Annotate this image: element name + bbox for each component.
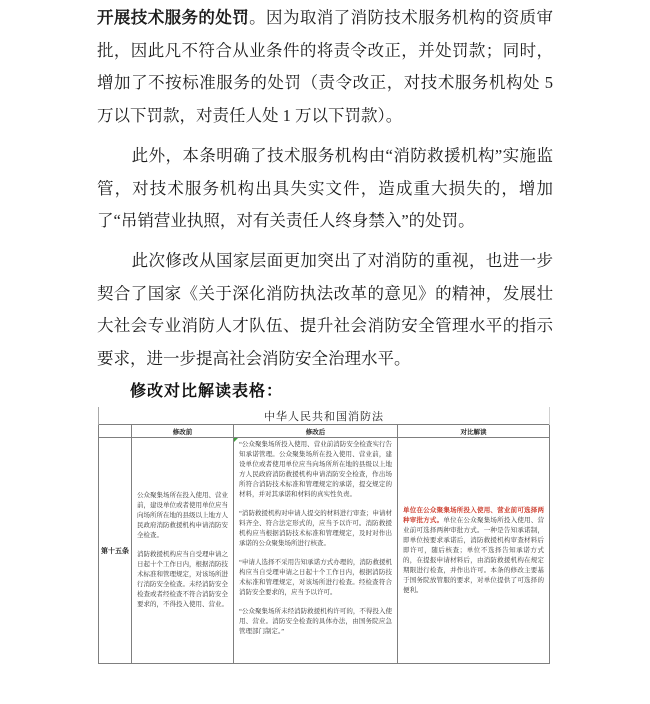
article-number-cell: 第十五条 xyxy=(99,438,132,664)
before-revision-cell xyxy=(132,438,234,664)
header-cell-after: 修改后 xyxy=(234,425,398,438)
table-heading: 修改对比解读表格： xyxy=(130,383,284,400)
after-paragraph-2: “消防救援机构对申请人提交的材料进行审查；申请材料齐全、符合法定形式的，应当予以许可。消防救援机构应当根据消防技术标准和管理规定，及时对作出承诺的公众聚集场所进行核查。 xyxy=(239,510,392,547)
header-cell-interpretation: 对比解读 xyxy=(398,425,550,438)
after-paragraph-1: “公众聚集场所投入使用、营业前消防安全检查实行告知承诺管理。公众聚集场所在投入使用、营业前，建设单位或者使用单位应当向场所所在地的县级以上地方人民政府消防救援机构申请消防安全检查，作出场所符合消防技术标准和管理规定的承诺，提交规定的材料，并对其承诺和材料的真实性负责。 xyxy=(239,441,392,498)
comparison-table xyxy=(98,407,550,664)
after-paragraph-3: “申请人选择不采用告知承诺方式办理的，消防救援机构应当自受理申请之日起十个工作日内，根据消防技术标准和管理规定，对该场所进行检查。经检查符合消防安全要求的，应当予以许可。 xyxy=(239,559,392,596)
interpretation-cell xyxy=(398,438,550,664)
interpretation-paragraph xyxy=(403,506,544,596)
header-cell-before: 修改前 xyxy=(132,425,234,438)
table-title: 中华人民共和国消防法 xyxy=(99,407,550,425)
after-revision-cell xyxy=(234,438,398,664)
before-paragraph-2: 消防救援机构应当自受理申请之日起十个工作日内，根据消防技术标准和管理规定，对该场所进行消防安全检查。未经消防安全检查或者经检查不符合消防安全要求的，不得投入使用、营业。 xyxy=(137,551,228,608)
after-paragraph-4: “公众聚集场所未经消防救援机构许可的，不得投入使用、营业。消防安全检查的具体办法，由国务院应急管理部门制定。” xyxy=(239,608,392,635)
cell-corner-marker-icon xyxy=(234,438,238,442)
table-header-row xyxy=(99,425,550,438)
before-paragraph-1: 公众聚集场所在投入使用、营业前，建设单位或者使用单位应当向场所所在地的县级以上地方人民政府消防救援机构申请消防安全检查。 xyxy=(137,492,228,539)
document-page xyxy=(97,0,553,704)
paragraph-1-text: 。因为取消了消防技术服务机构的资质审批，因此凡不符合从业条件的将责令改正，并处罚款；同时，增加了不按标准服务的处罚（责令改正，对技术服务机构处 5 万以下罚款，对责任人处 1 万以下罚款）。 xyxy=(97,8,554,125)
interpretation-text: 单位在公众聚集场所投入使用、营业前可选择两种审批方式。一种是告知承诺制，即单位按要求承诺后，消防救援机构审查材料后即许可，随后核查；单位不选择告知承诺方式的，在提报申请材料后，由消防救援机构在规定期限进行检查，并作出许可。本条的修改主要基于国务院放管服的要求，对单位提供了可选择的便利。 xyxy=(403,516,545,594)
table-title-row xyxy=(99,407,550,425)
paragraph-1 xyxy=(97,2,553,132)
header-cell-empty xyxy=(99,425,132,438)
interpretation-highlight: 单位在公众聚集场所投入使用、营业前可选择两种审批方式。 xyxy=(403,506,544,524)
paragraph-2: 此外，本条明确了技术服务机构由“消防救援机构”实施监管，对技术服务机构出具失实文件，造成重大损失的，增加了“吊销营业执照，对有关责任人终身禁入”的处罚。 xyxy=(97,146,553,230)
paragraph-3: 此次修改从国家层面更加突出了对消防的重视，也进一步契合了国家《关于深化消防执法改革的意见》的精神，发展壮大社会专业消防人才队伍、提升社会消防安全管理水平的指示要求，进一步提高社会消防安全治理水平。 xyxy=(97,251,553,368)
table-row xyxy=(99,438,550,664)
paragraph-1-bold-lead: 开展技术服务的处罚 xyxy=(97,8,250,27)
